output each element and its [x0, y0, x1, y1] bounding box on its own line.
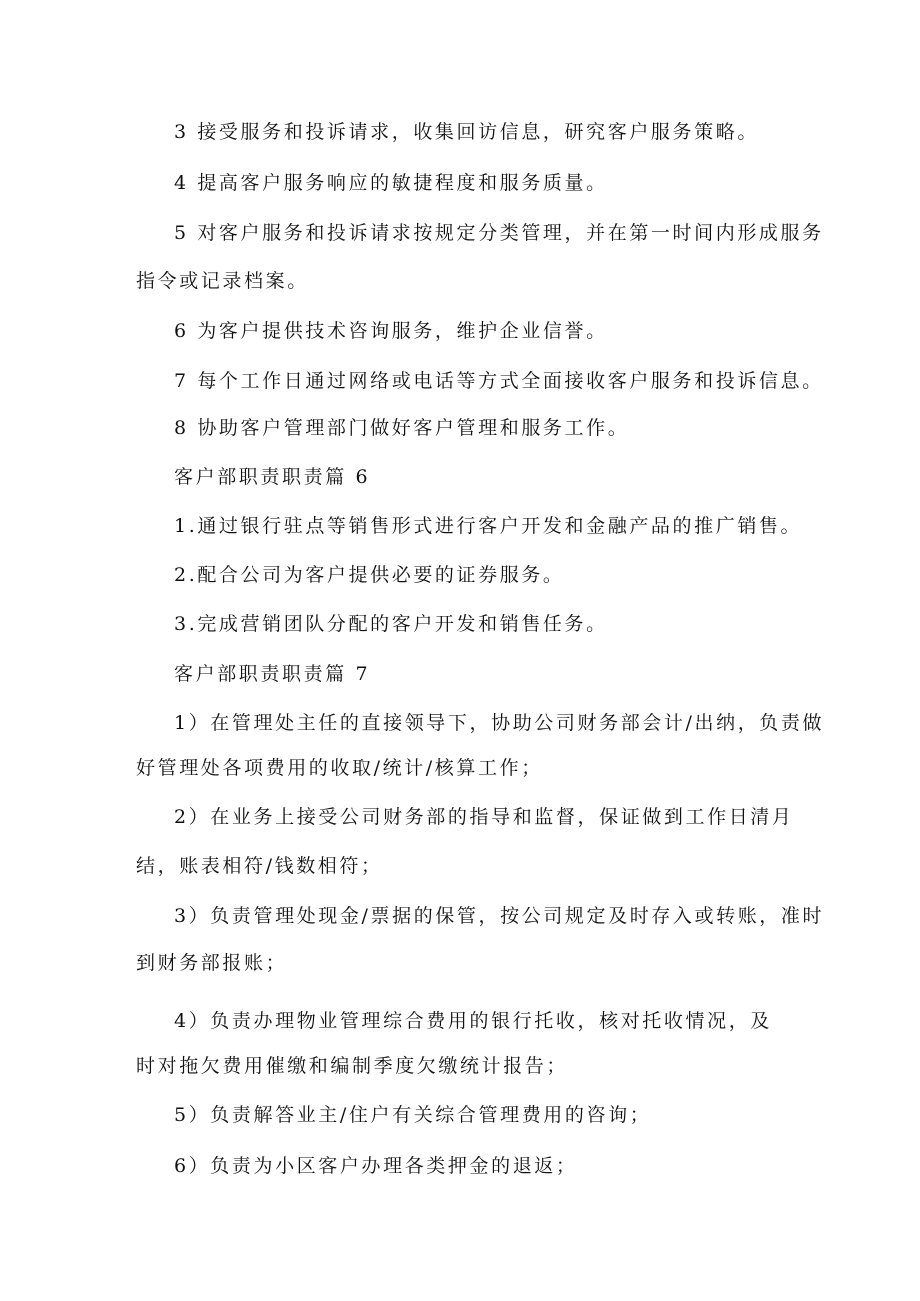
paragraph-item-5: 5 对客户服务和投诉请求按规定分类管理，并在第一时间内形成服务 — [174, 222, 824, 244]
paragraph-7-item-5: 5）负责解答业主/住户有关综合管理费用的咨询； — [174, 1104, 652, 1126]
paragraph-7-item-2-continued: 结，账表相符/钱数相符； — [136, 855, 383, 877]
paragraph-7-item-1-continued: 好管理处各项费用的收取/统计/核算工作； — [136, 757, 543, 779]
paragraph-7-item-2: 2）在业务上接受公司财务部的指导和监督，保证做到工作日清月 — [174, 806, 794, 828]
paragraph-6-item-3: 3.完成营销团队分配的客户开发和销售任务。 — [174, 613, 608, 635]
section-heading-6: 客户部职责职责篇 6 — [174, 466, 371, 488]
paragraph-7-item-4: 4）负责办理物业管理综合费用的银行托收，核对托收情况，及 — [174, 1010, 772, 1032]
paragraph-7-item-3-continued: 到财务部报账； — [136, 952, 288, 974]
paragraph-item-4: 4 提高客户服务响应的敏捷程度和服务质量。 — [174, 172, 608, 194]
section-heading-7: 客户部职责职责篇 7 — [174, 663, 371, 685]
paragraph-7-item-3: 3）负责管理处现金/票据的保管，按公司规定及时存入或转账，准时 — [174, 905, 825, 927]
paragraph-item-7: 7 每个工作日通过网络或电话等方式全面接收客户服务和投诉信息。 — [174, 370, 824, 392]
paragraph-6-item-2: 2.配合公司为客户提供必要的证券服务。 — [174, 564, 565, 586]
paragraph-6-item-1: 1.通过银行驻点等销售形式进行客户开发和金融产品的推广销售。 — [174, 515, 803, 537]
paragraph-7-item-1: 1）在管理处主任的直接领导下，协助公司财务部会计/出纳，负责做 — [174, 712, 825, 734]
paragraph-7-item-6: 6）负责为小区客户办理各类押金的退返； — [174, 1155, 578, 1177]
paragraph-item-6: 6 为客户提供技术咨询服务，维护企业信誉。 — [174, 320, 608, 342]
paragraph-item-8: 8 协助客户管理部门做好客户管理和服务工作。 — [174, 417, 630, 439]
paragraph-item-3: 3 接受服务和投诉请求，收集回访信息，研究客户服务策略。 — [174, 121, 759, 143]
paragraph-item-5-continued: 指令或记录档案。 — [136, 270, 309, 292]
paragraph-7-item-4-continued: 时对拖欠费用催缴和编制季度欠缴统计报告； — [136, 1055, 569, 1077]
